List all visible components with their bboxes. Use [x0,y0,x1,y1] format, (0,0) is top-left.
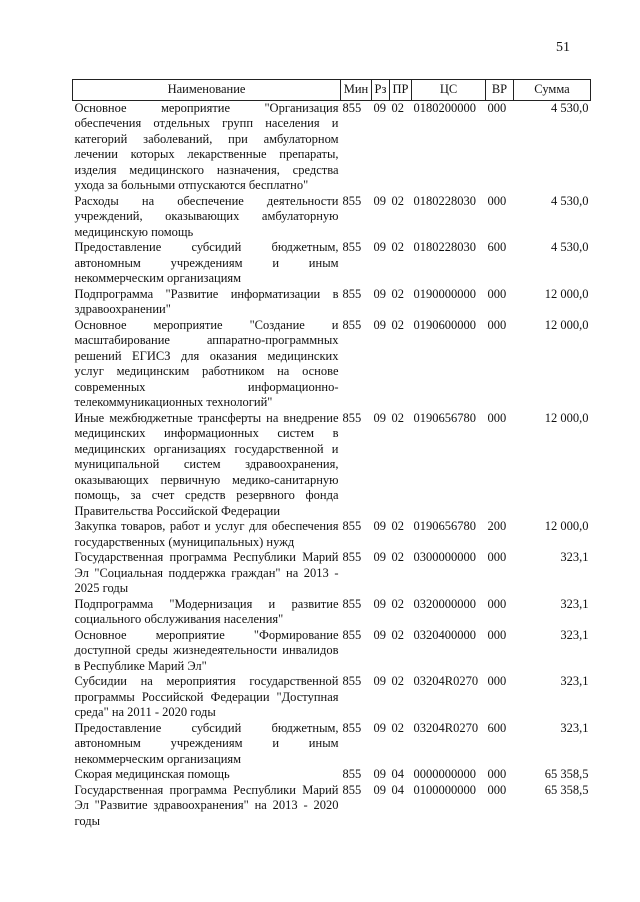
header-pr: ПР [390,80,412,101]
cell-min: 855 [342,240,362,254]
cell-cs: 0180228030 [413,193,476,208]
table-header [73,80,591,101]
cell-name: Подпрограмма "Развитие информатизации в здравоохранении" [74,286,339,316]
table-row [73,318,591,411]
cell-rz: 09 [373,627,386,642]
cell-min: 855 [342,519,362,533]
cell-name: Государственная программа Республики Марий Эл "Социальная поддержка граждан" на 2013 - 2025 годы [74,550,339,595]
cell-min: 855 [342,596,362,611]
table-row [73,411,591,520]
table-row [73,767,591,783]
header-min: Мин [341,80,372,101]
cell-rz: 09 [373,240,386,254]
header-sum: Сумма [514,80,591,101]
cell-min: 855 [342,627,362,642]
budget-table [72,79,591,829]
cell-pr: 02 [391,627,404,642]
cell-vr: 600 [487,720,507,735]
cell-cs: 0320000000 [413,596,476,611]
cell-sum: 323,1 [560,550,589,564]
table-row [73,519,591,550]
cell-vr: 600 [487,240,507,254]
table-row [73,597,591,628]
cell-rz: 09 [373,720,386,735]
cell-name: Основное мероприятие "Организация обеспечения отдельных групп населения и категорий заболеваний, при амбулаторном лечении которых лекарственные препараты, изделия медицинского назначения, средства ухода за больными отпускаются бесплатно" [74,100,339,192]
cell-cs: 0100000000 [413,782,476,797]
cell-sum: 65 358,5 [544,782,589,797]
cell-cs: 0180200000 [413,100,476,115]
cell-name: Расходы на обеспечение деятельности учреждений, оказывающих амбулаторную медицинскую помощь [74,193,339,239]
cell-sum: 323,1 [560,674,589,688]
cell-sum: 12 000,0 [544,410,589,425]
cell-pr: 04 [391,782,404,797]
cell-sum: 12 000,0 [544,317,589,332]
cell-cs: 0320400000 [413,627,476,642]
cell-pr: 02 [391,720,404,735]
cell-vr: 000 [487,596,507,611]
cell-sum: 65 358,5 [544,767,589,781]
cell-pr: 02 [391,317,404,332]
cell-sum: 4 530,0 [551,240,589,254]
cell-vr: 000 [487,767,507,781]
cell-rz: 09 [373,674,386,688]
cell-rz: 09 [373,193,386,208]
cell-pr: 02 [391,410,404,425]
cell-pr: 02 [391,519,404,533]
cell-sum: 323,1 [560,720,589,735]
cell-sum: 12 000,0 [544,519,589,533]
cell-name: Государственная программа Республики Марий Эл "Развитие здравоохранения" на 2013 - 2020 годы [74,782,339,828]
cell-vr: 200 [487,519,507,533]
cell-min: 855 [342,782,362,797]
cell-min: 855 [342,193,362,208]
header-cs: ЦС [412,80,486,101]
cell-vr: 000 [487,317,507,332]
header-name: Наименование [73,80,341,101]
table-row [73,194,591,241]
cell-min: 855 [342,286,362,301]
cell-rz: 09 [373,286,386,301]
cell-cs: 0190656780 [413,410,476,425]
cell-min: 855 [342,674,362,688]
cell-name: Скорая медицинская помощь [74,767,230,781]
cell-cs: 0190600000 [413,317,476,332]
cell-min: 855 [342,767,362,781]
header-vr: ВР [486,80,514,101]
cell-pr: 02 [391,286,404,301]
cell-name: Подпрограмма "Модернизация и развитие социального обслуживания населения" [74,596,339,626]
table-row [73,721,591,768]
cell-rz: 09 [373,317,386,332]
cell-cs: 0190000000 [413,286,476,301]
cell-cs: 03204R0270 [413,720,479,735]
cell-name: Основное мероприятие "Создание и масштабирование аппаратно-программных решений ЕГИСЗ для оказания медицинских услуг медицинским работником на основе современных информационно-телекоммуникационных технологий" [74,317,339,409]
cell-vr: 000 [487,286,507,301]
cell-min: 855 [342,317,362,332]
cell-sum: 323,1 [560,627,589,642]
table-row [73,100,591,194]
cell-rz: 09 [373,782,386,797]
cell-cs: 0300000000 [413,550,476,564]
page-number: 51 [556,40,570,55]
cell-vr: 000 [487,410,507,425]
cell-min: 855 [342,410,362,425]
cell-name: Предоставление субсидий бюджетным, автономным учреждениям и иным некоммерческим организациям [74,720,339,766]
cell-pr: 04 [391,767,404,781]
cell-pr: 02 [391,550,404,564]
header-row [73,80,591,101]
table-body [73,100,591,829]
cell-vr: 000 [487,100,507,115]
cell-pr: 02 [391,596,404,611]
cell-min: 855 [342,550,362,564]
cell-sum: 4 530,0 [551,100,589,115]
cell-pr: 02 [391,240,404,254]
cell-vr: 000 [487,193,507,208]
cell-cs: 0190656780 [413,519,476,533]
cell-rz: 09 [373,550,386,564]
cell-pr: 02 [391,193,404,208]
cell-vr: 000 [487,782,507,797]
cell-name: Предоставление субсидий бюджетным, автономным учреждениям и иным некоммерческим организациям [74,240,339,285]
table-row [73,628,591,675]
cell-cs: 03204R0270 [413,674,479,688]
cell-min: 855 [342,100,362,115]
cell-sum: 323,1 [560,596,589,611]
cell-name: Закупка товаров, работ и услуг для обеспечения государственных (муниципальных) нужд [74,519,339,549]
cell-rz: 09 [373,100,386,115]
cell-cs: 0000000000 [413,767,476,781]
header-rz: Рз [372,80,390,101]
cell-rz: 09 [373,410,386,425]
cell-rz: 09 [373,596,386,611]
cell-name: Иные межбюджетные трансферты на внедрение медицинских информационных систем в медицинских организациях государственной и муниципальной систем здравоохранения, оказывающих первичную медико-санитарную помощь, за счет средств резервного фонда Правительства Российской Федерации [74,410,339,518]
table-row [73,240,591,287]
cell-cs: 0180228030 [413,240,476,254]
table-row [73,674,591,721]
table-row [73,783,591,830]
cell-name: Основное мероприятие "Формирование доступной среды жизнедеятельности инвалидов в Республике Марий Эл" [74,627,339,673]
cell-rz: 09 [373,767,386,781]
table-row [73,287,591,318]
cell-min: 855 [342,720,362,735]
table-row [73,550,591,597]
cell-sum: 4 530,0 [551,193,589,208]
cell-vr: 000 [487,627,507,642]
cell-vr: 000 [487,674,507,688]
cell-pr: 02 [391,674,404,688]
cell-name: Субсидии на мероприятия государственной программы Российской Федерации "Доступная среда" на 2011 - 2020 годы [74,674,339,719]
cell-vr: 000 [487,550,507,564]
cell-rz: 09 [373,519,386,533]
cell-pr: 02 [391,100,404,115]
cell-sum: 12 000,0 [544,286,589,301]
